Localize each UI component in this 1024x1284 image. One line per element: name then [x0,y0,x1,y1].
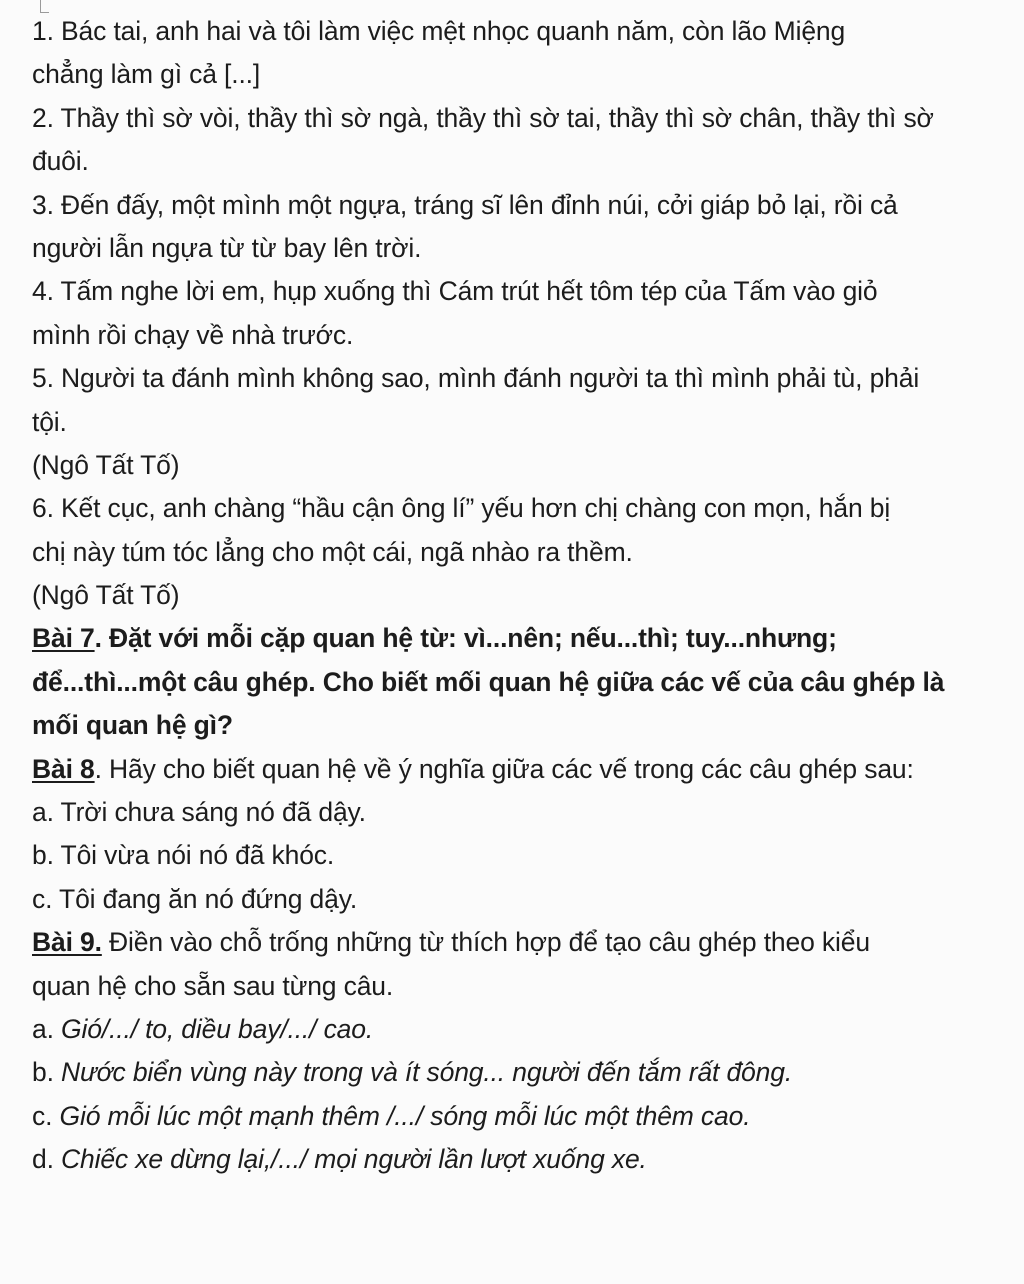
line-8: mình rồi chạy về nhà trước. [32,319,354,350]
line-9: 5. Người ta đánh mình không sao, mình đánh người ta thì mình phải tù, phải [32,363,920,394]
item-c-marker: c. [32,1100,60,1131]
item-b [32,1051,1014,1094]
line-2: chẳng làm gì cả [...] [32,59,261,90]
exercise-7-text: . Đặt với mỗi cặp quan hệ từ: vì...nên; nếu...thì; tuy...nhưng; [94,623,837,654]
item-a-marker: a. [32,1013,62,1044]
exercise-9-heading [32,921,1014,964]
exercise-9-label: Bài 9. [32,927,102,958]
line-7: 4. Tấm nghe lời em, hụp xuống thì Cám trút hết tôm tép của Tấm vào giỏ [32,276,878,307]
line-6: người lẫn ngựa từ từ bay lên trời. [32,232,422,263]
line-12: 6. Kết cục, anh chàng “hầu cận ông lí” yếu hơn chị chàng con mọn, hắn bị [32,493,891,524]
item-c-text: Gió mỗi lúc một mạnh thêm /.../ sóng mỗi lúc một thêm cao. [59,1100,751,1131]
document-page [32,10,1014,1182]
line-21: c. Tôi đang ăn nó đứng dậy. [32,883,358,914]
line-3: 2. Thầy thì sờ vòi, thầy thì sờ ngà, thầy thì sờ tai, thầy thì sờ chân, thầy thì sờ [32,102,934,133]
source-citation: (Ngô Tất Tố) [32,449,180,480]
item-b-marker: b. [32,1057,62,1088]
line-5: 3. Đến đấy, một mình một ngựa, tráng sĩ lên đỉnh núi, cởi giáp bỏ lại, rồi cả [32,189,898,220]
exercise-7-label: Bài 7 [32,623,95,654]
line-19: a. Trời chưa sáng nó đã dậy. [32,797,366,828]
item-b-text: Nước biển vùng này trong và ít sóng... người đến tắm rất đông. [61,1057,793,1088]
item-d-marker: d. [32,1144,62,1175]
exercise-8-heading [32,748,1014,791]
line-16: để...thì...một câu ghép. Cho biết mối quan hệ giữa các vế của câu ghép là [32,666,945,697]
item-a [32,1008,1014,1051]
item-a-text: Gió/.../ to, diều bay/.../ cao. [61,1013,374,1044]
item-c [32,1095,1014,1138]
exercise-8-label: Bài 8 [32,753,95,784]
exercise-9-text: Điền vào chỗ trống những từ thích hợp để tạo câu ghép theo kiểu [101,927,870,958]
line-13: chị này túm tóc lẳng cho một cái, ngã nhào ra thềm. [32,536,633,567]
exercise-8-text: . Hãy cho biết quan hệ về ý nghĩa giữa các vế trong các câu ghép sau: [94,753,914,784]
line-23: quan hệ cho sẵn sau từng câu. [32,970,394,1001]
source-citation: (Ngô Tất Tố) [32,580,180,611]
line-4: đuôi. [32,146,89,177]
item-d [32,1138,1014,1181]
line-1: 1. Bác tai, anh hai và tôi làm việc mệt nhọc quanh năm, còn lão Miệng [32,16,846,46]
item-d-text: Chiếc xe dừng lại,/.../ mọi người lần lượt xuống xe. [61,1144,647,1175]
line-17: mối quan hệ gì? [32,710,233,741]
line-20: b. Tôi vừa nói nó đã khóc. [32,840,335,871]
exercise-7-heading [32,617,1014,660]
line-10: tội. [32,406,67,437]
